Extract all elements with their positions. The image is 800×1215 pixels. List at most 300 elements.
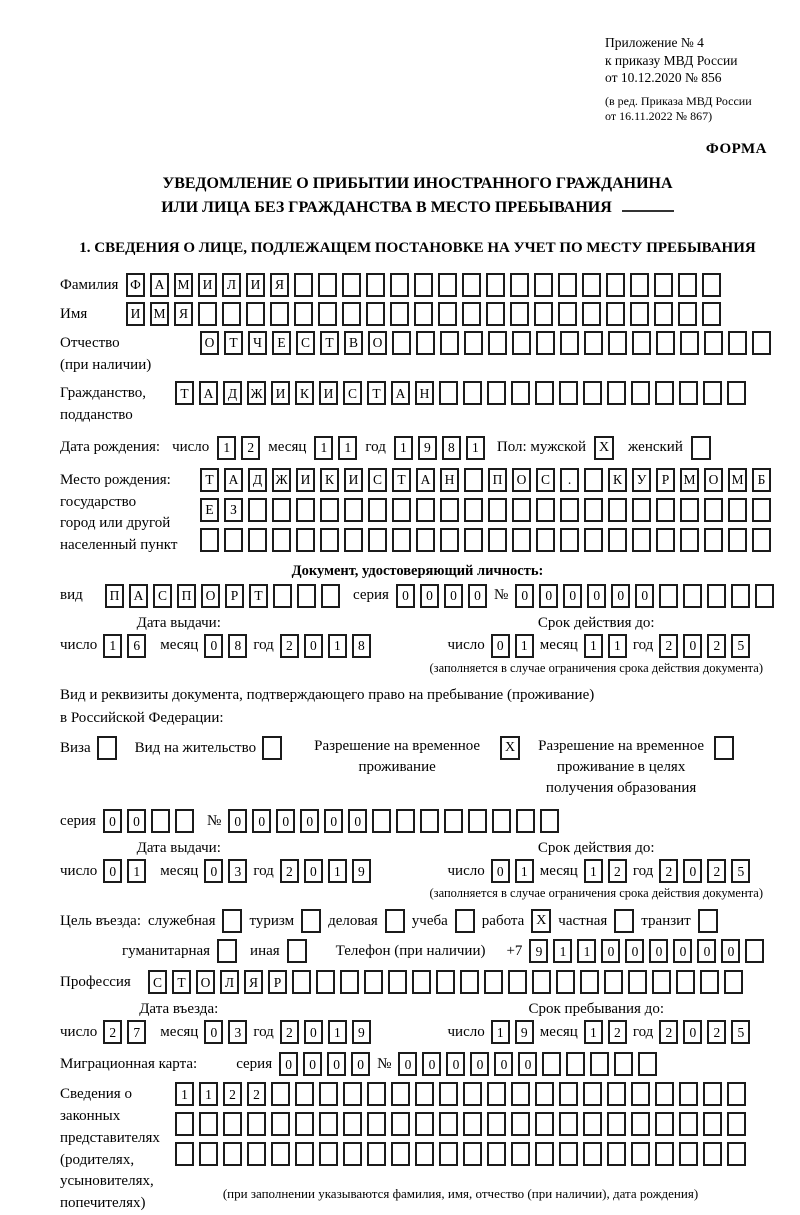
char-cell[interactable] xyxy=(703,1082,722,1106)
char-cell[interactable]: 2 xyxy=(659,859,678,883)
char-cell[interactable] xyxy=(704,331,723,355)
char-cell[interactable]: 0 xyxy=(539,584,558,608)
purpose-work-checkbox[interactable]: X xyxy=(531,909,551,933)
char-cell[interactable] xyxy=(487,1142,506,1166)
char-cell[interactable]: 8 xyxy=(352,634,371,658)
char-cell[interactable]: 0 xyxy=(444,584,463,608)
char-cell[interactable] xyxy=(463,1082,482,1106)
char-cell[interactable]: З xyxy=(224,498,243,522)
char-cell[interactable] xyxy=(200,528,219,552)
char-cell[interactable]: 0 xyxy=(252,809,271,833)
char-cell[interactable]: К xyxy=(295,381,314,405)
char-cell[interactable]: И xyxy=(246,273,265,297)
char-cell[interactable] xyxy=(654,273,673,297)
char-cell[interactable] xyxy=(731,584,750,608)
char-cell[interactable] xyxy=(246,302,265,326)
char-cell[interactable] xyxy=(342,302,361,326)
char-cell[interactable] xyxy=(294,273,313,297)
char-cell[interactable] xyxy=(436,970,455,994)
char-cell[interactable] xyxy=(292,970,311,994)
char-cell[interactable] xyxy=(583,381,602,405)
char-cell[interactable] xyxy=(151,809,170,833)
char-cell[interactable]: Н xyxy=(440,468,459,492)
char-cell[interactable]: П xyxy=(177,584,196,608)
char-cell[interactable]: 0 xyxy=(470,1052,489,1076)
char-cell[interactable]: Ж xyxy=(272,468,291,492)
char-cell[interactable] xyxy=(321,584,340,608)
char-cell[interactable] xyxy=(319,1082,338,1106)
char-cell[interactable] xyxy=(364,970,383,994)
char-cell[interactable] xyxy=(460,970,479,994)
char-cell[interactable]: Р xyxy=(225,584,244,608)
char-cell[interactable]: Я xyxy=(244,970,263,994)
char-cell[interactable] xyxy=(676,970,695,994)
char-cell[interactable] xyxy=(392,528,411,552)
char-cell[interactable] xyxy=(463,1142,482,1166)
char-cell[interactable] xyxy=(444,809,463,833)
char-cell[interactable] xyxy=(679,1142,698,1166)
char-cell[interactable]: 0 xyxy=(563,584,582,608)
char-cell[interactable] xyxy=(175,809,194,833)
char-cell[interactable] xyxy=(396,809,415,833)
char-cell[interactable] xyxy=(492,809,511,833)
char-cell[interactable] xyxy=(631,381,650,405)
char-cell[interactable]: Д xyxy=(248,468,267,492)
char-cell[interactable]: 0 xyxy=(351,1052,370,1076)
char-cell[interactable]: Ж xyxy=(247,381,266,405)
char-cell[interactable]: 7 xyxy=(127,1020,146,1044)
char-cell[interactable] xyxy=(295,1082,314,1106)
char-cell[interactable] xyxy=(728,498,747,522)
char-cell[interactable] xyxy=(247,1142,266,1166)
char-cell[interactable] xyxy=(607,1082,626,1106)
char-cell[interactable] xyxy=(271,1112,290,1136)
char-cell[interactable] xyxy=(390,273,409,297)
char-cell[interactable]: Я xyxy=(174,302,193,326)
char-cell[interactable]: М xyxy=(150,302,169,326)
char-cell[interactable]: 1 xyxy=(217,436,236,460)
char-cell[interactable] xyxy=(367,1142,386,1166)
char-cell[interactable]: И xyxy=(198,273,217,297)
char-cell[interactable] xyxy=(272,528,291,552)
char-cell[interactable]: Ч xyxy=(248,331,267,355)
char-cell[interactable]: 0 xyxy=(611,584,630,608)
char-cell[interactable]: 1 xyxy=(584,634,603,658)
purpose-study-checkbox[interactable] xyxy=(455,909,475,933)
char-cell[interactable] xyxy=(510,302,529,326)
char-cell[interactable] xyxy=(316,970,335,994)
char-cell[interactable] xyxy=(439,1082,458,1106)
char-cell[interactable]: С xyxy=(368,468,387,492)
char-cell[interactable] xyxy=(752,498,771,522)
char-cell[interactable]: А xyxy=(391,381,410,405)
char-cell[interactable]: И xyxy=(344,468,363,492)
char-cell[interactable]: 0 xyxy=(494,1052,513,1076)
char-cell[interactable] xyxy=(488,528,507,552)
char-cell[interactable]: Т xyxy=(172,970,191,994)
char-cell[interactable] xyxy=(462,273,481,297)
char-cell[interactable] xyxy=(656,331,675,355)
char-cell[interactable]: К xyxy=(320,468,339,492)
char-cell[interactable] xyxy=(608,528,627,552)
char-cell[interactable] xyxy=(608,498,627,522)
char-cell[interactable] xyxy=(566,1052,585,1076)
char-cell[interactable] xyxy=(583,1082,602,1106)
char-cell[interactable] xyxy=(683,584,702,608)
char-cell[interactable] xyxy=(680,528,699,552)
char-cell[interactable]: Р xyxy=(268,970,287,994)
char-cell[interactable] xyxy=(678,273,697,297)
char-cell[interactable]: 0 xyxy=(625,939,644,963)
char-cell[interactable] xyxy=(654,302,673,326)
char-cell[interactable]: 1 xyxy=(584,859,603,883)
char-cell[interactable] xyxy=(222,302,241,326)
char-cell[interactable] xyxy=(439,1112,458,1136)
char-cell[interactable]: 1 xyxy=(175,1082,194,1106)
char-cell[interactable]: 0 xyxy=(422,1052,441,1076)
char-cell[interactable] xyxy=(487,381,506,405)
char-cell[interactable] xyxy=(631,1142,650,1166)
char-cell[interactable] xyxy=(703,1142,722,1166)
char-cell[interactable] xyxy=(656,498,675,522)
char-cell[interactable]: 2 xyxy=(608,1020,627,1044)
char-cell[interactable] xyxy=(559,1142,578,1166)
char-cell[interactable] xyxy=(560,498,579,522)
char-cell[interactable] xyxy=(388,970,407,994)
char-cell[interactable]: 1 xyxy=(314,436,333,460)
char-cell[interactable] xyxy=(319,1142,338,1166)
char-cell[interactable]: 0 xyxy=(515,584,534,608)
char-cell[interactable] xyxy=(604,970,623,994)
char-cell[interactable] xyxy=(368,528,387,552)
char-cell[interactable] xyxy=(516,809,535,833)
char-cell[interactable]: 9 xyxy=(352,1020,371,1044)
char-cell[interactable]: П xyxy=(105,584,124,608)
char-cell[interactable]: У xyxy=(632,468,651,492)
char-cell[interactable] xyxy=(559,1112,578,1136)
char-cell[interactable] xyxy=(727,381,746,405)
char-cell[interactable]: 0 xyxy=(491,634,510,658)
char-cell[interactable] xyxy=(392,498,411,522)
char-cell[interactable]: 0 xyxy=(649,939,668,963)
char-cell[interactable]: 2 xyxy=(223,1082,242,1106)
char-cell[interactable] xyxy=(534,273,553,297)
char-cell[interactable] xyxy=(488,498,507,522)
char-cell[interactable] xyxy=(580,970,599,994)
char-cell[interactable] xyxy=(655,1142,674,1166)
char-cell[interactable] xyxy=(463,1112,482,1136)
char-cell[interactable] xyxy=(728,528,747,552)
char-cell[interactable] xyxy=(296,528,315,552)
char-cell[interactable]: 0 xyxy=(279,1052,298,1076)
char-cell[interactable] xyxy=(584,498,603,522)
char-cell[interactable] xyxy=(540,809,559,833)
char-cell[interactable]: Б xyxy=(752,468,771,492)
char-cell[interactable] xyxy=(728,331,747,355)
char-cell[interactable] xyxy=(511,1082,530,1106)
char-cell[interactable] xyxy=(614,1052,633,1076)
char-cell[interactable] xyxy=(512,331,531,355)
char-cell[interactable] xyxy=(707,584,726,608)
char-cell[interactable]: А xyxy=(224,468,243,492)
char-cell[interactable]: А xyxy=(199,381,218,405)
char-cell[interactable] xyxy=(583,1142,602,1166)
char-cell[interactable]: 0 xyxy=(103,809,122,833)
char-cell[interactable]: 0 xyxy=(303,1052,322,1076)
purpose-official-checkbox[interactable] xyxy=(222,909,242,933)
char-cell[interactable] xyxy=(535,1142,554,1166)
char-cell[interactable] xyxy=(175,1142,194,1166)
char-cell[interactable] xyxy=(464,528,483,552)
char-cell[interactable] xyxy=(508,970,527,994)
purpose-private-checkbox[interactable] xyxy=(614,909,634,933)
char-cell[interactable]: 0 xyxy=(635,584,654,608)
char-cell[interactable] xyxy=(344,528,363,552)
char-cell[interactable]: 1 xyxy=(584,1020,603,1044)
char-cell[interactable] xyxy=(247,1112,266,1136)
option-temp-residence-education-checkbox[interactable] xyxy=(714,736,734,760)
char-cell[interactable]: 1 xyxy=(466,436,485,460)
char-cell[interactable]: 9 xyxy=(418,436,437,460)
char-cell[interactable] xyxy=(680,331,699,355)
char-cell[interactable] xyxy=(704,498,723,522)
char-cell[interactable] xyxy=(535,1112,554,1136)
char-cell[interactable] xyxy=(607,1142,626,1166)
char-cell[interactable]: 0 xyxy=(697,939,716,963)
char-cell[interactable] xyxy=(487,1112,506,1136)
char-cell[interactable] xyxy=(511,1142,530,1166)
char-cell[interactable]: 2 xyxy=(280,859,299,883)
char-cell[interactable]: 6 xyxy=(127,634,146,658)
char-cell[interactable] xyxy=(343,1112,362,1136)
char-cell[interactable]: 2 xyxy=(707,634,726,658)
char-cell[interactable] xyxy=(294,302,313,326)
char-cell[interactable] xyxy=(343,1082,362,1106)
char-cell[interactable]: 0 xyxy=(683,859,702,883)
char-cell[interactable] xyxy=(752,331,771,355)
char-cell[interactable] xyxy=(556,970,575,994)
char-cell[interactable]: Т xyxy=(249,584,268,608)
char-cell[interactable] xyxy=(271,1082,290,1106)
char-cell[interactable] xyxy=(727,1112,746,1136)
char-cell[interactable] xyxy=(702,302,721,326)
char-cell[interactable]: М xyxy=(174,273,193,297)
char-cell[interactable]: С xyxy=(148,970,167,994)
char-cell[interactable] xyxy=(632,498,651,522)
char-cell[interactable] xyxy=(416,331,435,355)
char-cell[interactable]: И xyxy=(296,468,315,492)
char-cell[interactable]: Т xyxy=(175,381,194,405)
char-cell[interactable]: О xyxy=(512,468,531,492)
char-cell[interactable]: 1 xyxy=(394,436,413,460)
char-cell[interactable]: 0 xyxy=(446,1052,465,1076)
char-cell[interactable]: 0 xyxy=(683,1020,702,1044)
char-cell[interactable] xyxy=(607,381,626,405)
char-cell[interactable]: Л xyxy=(222,273,241,297)
char-cell[interactable]: 1 xyxy=(577,939,596,963)
char-cell[interactable]: 1 xyxy=(103,634,122,658)
char-cell[interactable] xyxy=(175,1112,194,1136)
char-cell[interactable] xyxy=(438,273,457,297)
char-cell[interactable]: Т xyxy=(224,331,243,355)
char-cell[interactable]: Д xyxy=(223,381,242,405)
char-cell[interactable]: С xyxy=(153,584,172,608)
char-cell[interactable] xyxy=(638,1052,657,1076)
char-cell[interactable] xyxy=(678,302,697,326)
char-cell[interactable] xyxy=(679,381,698,405)
char-cell[interactable] xyxy=(745,939,764,963)
char-cell[interactable] xyxy=(199,1112,218,1136)
char-cell[interactable]: Л xyxy=(220,970,239,994)
char-cell[interactable] xyxy=(342,273,361,297)
char-cell[interactable]: . xyxy=(560,468,579,492)
char-cell[interactable] xyxy=(511,1112,530,1136)
char-cell[interactable] xyxy=(414,273,433,297)
char-cell[interactable] xyxy=(724,970,743,994)
char-cell[interactable] xyxy=(511,381,530,405)
char-cell[interactable] xyxy=(272,498,291,522)
char-cell[interactable] xyxy=(559,381,578,405)
char-cell[interactable]: 0 xyxy=(324,809,343,833)
char-cell[interactable] xyxy=(655,1112,674,1136)
char-cell[interactable] xyxy=(542,1052,561,1076)
char-cell[interactable] xyxy=(296,498,315,522)
char-cell[interactable]: 2 xyxy=(241,436,260,460)
char-cell[interactable]: 2 xyxy=(707,859,726,883)
char-cell[interactable] xyxy=(606,302,625,326)
char-cell[interactable] xyxy=(420,809,439,833)
char-cell[interactable]: 1 xyxy=(127,859,146,883)
char-cell[interactable] xyxy=(415,1082,434,1106)
char-cell[interactable]: 0 xyxy=(276,809,295,833)
option-temp-residence-checkbox[interactable]: X xyxy=(500,736,520,760)
char-cell[interactable]: 0 xyxy=(348,809,367,833)
char-cell[interactable]: 0 xyxy=(601,939,620,963)
char-cell[interactable]: С xyxy=(536,468,555,492)
char-cell[interactable] xyxy=(632,331,651,355)
char-cell[interactable]: 0 xyxy=(327,1052,346,1076)
char-cell[interactable] xyxy=(704,528,723,552)
char-cell[interactable] xyxy=(727,1082,746,1106)
char-cell[interactable] xyxy=(440,331,459,355)
char-cell[interactable] xyxy=(628,970,647,994)
char-cell[interactable]: 0 xyxy=(683,634,702,658)
char-cell[interactable]: 1 xyxy=(338,436,357,460)
char-cell[interactable] xyxy=(392,331,411,355)
char-cell[interactable]: 0 xyxy=(721,939,740,963)
char-cell[interactable] xyxy=(224,528,243,552)
char-cell[interactable]: 9 xyxy=(529,939,548,963)
char-cell[interactable]: 2 xyxy=(659,634,678,658)
char-cell[interactable] xyxy=(463,381,482,405)
char-cell[interactable] xyxy=(439,1142,458,1166)
option-residence-permit-checkbox[interactable] xyxy=(262,736,282,760)
char-cell[interactable] xyxy=(607,1112,626,1136)
char-cell[interactable] xyxy=(271,1142,290,1166)
char-cell[interactable] xyxy=(391,1142,410,1166)
char-cell[interactable] xyxy=(486,302,505,326)
char-cell[interactable]: 3 xyxy=(228,859,247,883)
char-cell[interactable]: С xyxy=(343,381,362,405)
char-cell[interactable]: 5 xyxy=(731,634,750,658)
char-cell[interactable]: М xyxy=(728,468,747,492)
char-cell[interactable] xyxy=(630,273,649,297)
char-cell[interactable]: 0 xyxy=(420,584,439,608)
char-cell[interactable] xyxy=(752,528,771,552)
char-cell[interactable] xyxy=(391,1112,410,1136)
char-cell[interactable] xyxy=(320,498,339,522)
char-cell[interactable]: М xyxy=(680,468,699,492)
char-cell[interactable]: А xyxy=(416,468,435,492)
char-cell[interactable]: 0 xyxy=(304,634,323,658)
char-cell[interactable] xyxy=(366,302,385,326)
char-cell[interactable] xyxy=(532,970,551,994)
char-cell[interactable] xyxy=(631,1112,650,1136)
char-cell[interactable] xyxy=(464,468,483,492)
char-cell[interactable] xyxy=(700,970,719,994)
char-cell[interactable]: К xyxy=(608,468,627,492)
char-cell[interactable]: 2 xyxy=(659,1020,678,1044)
char-cell[interactable]: 2 xyxy=(103,1020,122,1044)
char-cell[interactable] xyxy=(582,273,601,297)
char-cell[interactable]: О xyxy=(196,970,215,994)
char-cell[interactable] xyxy=(368,498,387,522)
char-cell[interactable] xyxy=(415,1112,434,1136)
char-cell[interactable] xyxy=(415,1142,434,1166)
char-cell[interactable]: 5 xyxy=(731,859,750,883)
char-cell[interactable]: 0 xyxy=(300,809,319,833)
char-cell[interactable]: 1 xyxy=(328,1020,347,1044)
char-cell[interactable]: 2 xyxy=(707,1020,726,1044)
char-cell[interactable] xyxy=(468,809,487,833)
char-cell[interactable]: 2 xyxy=(280,634,299,658)
char-cell[interactable]: 1 xyxy=(491,1020,510,1044)
char-cell[interactable]: 0 xyxy=(491,859,510,883)
char-cell[interactable] xyxy=(679,1112,698,1136)
char-cell[interactable]: 1 xyxy=(515,859,534,883)
char-cell[interactable] xyxy=(703,1112,722,1136)
char-cell[interactable] xyxy=(440,498,459,522)
char-cell[interactable] xyxy=(534,302,553,326)
char-cell[interactable]: А xyxy=(150,273,169,297)
char-cell[interactable] xyxy=(295,1142,314,1166)
char-cell[interactable]: Е xyxy=(200,498,219,522)
char-cell[interactable]: 0 xyxy=(518,1052,537,1076)
char-cell[interactable]: 0 xyxy=(398,1052,417,1076)
char-cell[interactable] xyxy=(416,498,435,522)
char-cell[interactable]: 0 xyxy=(468,584,487,608)
char-cell[interactable]: И xyxy=(271,381,290,405)
char-cell[interactable] xyxy=(679,1082,698,1106)
char-cell[interactable]: Ф xyxy=(126,273,145,297)
char-cell[interactable]: 2 xyxy=(247,1082,266,1106)
char-cell[interactable]: Я xyxy=(270,273,289,297)
char-cell[interactable] xyxy=(659,584,678,608)
char-cell[interactable] xyxy=(295,1112,314,1136)
char-cell[interactable]: И xyxy=(126,302,145,326)
purpose-tourism-checkbox[interactable] xyxy=(301,909,321,933)
char-cell[interactable] xyxy=(248,528,267,552)
char-cell[interactable] xyxy=(198,302,217,326)
char-cell[interactable]: 1 xyxy=(515,634,534,658)
char-cell[interactable] xyxy=(655,1082,674,1106)
char-cell[interactable] xyxy=(366,273,385,297)
char-cell[interactable]: 0 xyxy=(587,584,606,608)
char-cell[interactable] xyxy=(535,1082,554,1106)
char-cell[interactable]: 8 xyxy=(442,436,461,460)
char-cell[interactable] xyxy=(727,1142,746,1166)
char-cell[interactable]: О xyxy=(200,331,219,355)
